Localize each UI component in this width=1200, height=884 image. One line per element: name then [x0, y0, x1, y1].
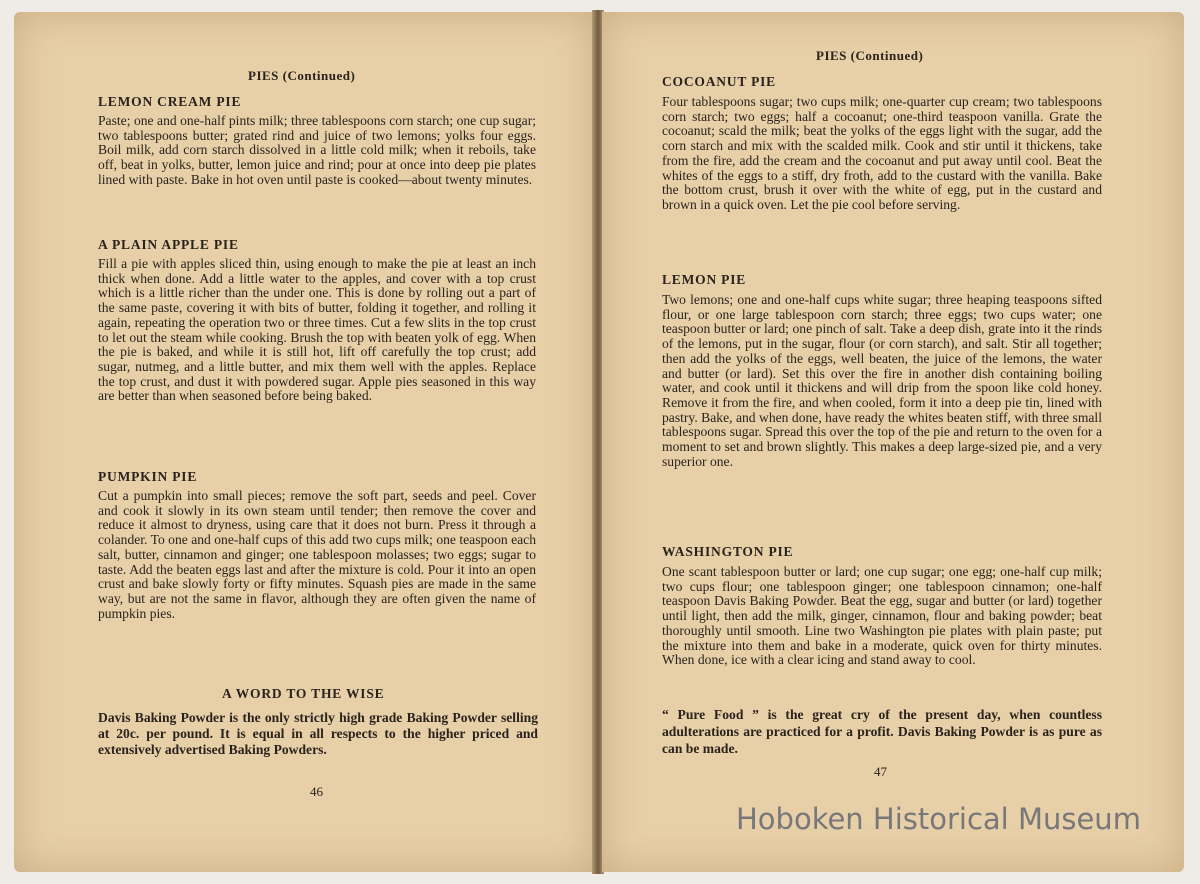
page-number-left: 46 [310, 784, 323, 799]
recipe-text-plain-apple-pie: Fill a pie with apples sliced thin, using enough to make the pie at least an inch thick when done. Add a little water to the apples, and cover with a top crust which is a little richer than the under one. This is done by rolling out a part of the same paste, covering it with bits of butter, folding it together, and rolling it again, repeating the operation two or three times. Cut a few slits in the top crust to let out the steam while cooking. Brush the top with beaten yolk of egg. When the pie is baked, and while it is still hot, lift off carefully the top crust; add sugar, nutmeg, and a little butter, and mix them well with the apples. Replace the top crust, and dust it with powdered sugar. Apple pies seasoned in this way are better than when seasoned before being baked. [98, 256, 536, 404]
notice-text-right: “ Pure Food ” is the great cry of the present day, when countless adulterations are practiced for a profit. Davis Baking Powder is as pure as can be made. [662, 707, 1102, 756]
notice-text-left: Davis Baking Powder is the only strictly high grade Baking Powder selling at 20c. per pound. It is equal in all respects to the higher priced and extensively advertised Baking Powders. [98, 710, 538, 757]
recipe-title-cocoanut-pie: COCOANUT PIE [662, 74, 776, 89]
left-page [14, 12, 594, 872]
recipe-title-lemon-pie: LEMON PIE [662, 272, 747, 287]
recipe-title-washington-pie: WASHINGTON PIE [662, 544, 794, 559]
recipe-text-washington-pie: One scant tablespoon butter or lard; one cup sugar; one egg; one-half cup milk; two cups flour; one tablespoon ginger; one tablespoon cinnamon; one-half teaspoon Davis Baking Powder. Beat the egg, sugar and butter (or lard) together until light, then add the milk, ginger, cinnamon, flour and baking powder; beat thoroughly until smooth. Line two Washington pie plates with plain paste; put the mixture into them and bake in a moderate, quick oven for thirty minutes. When done, ice with a clear icing and stand away to cool. [662, 564, 1102, 668]
right-running-head: PIES (Continued) [816, 48, 924, 63]
museum-watermark: Hoboken Historical Museum [736, 802, 1141, 836]
left-running-head: PIES (Continued) [248, 68, 356, 83]
recipe-text-lemon-pie: Two lemons; one and one-half cups white sugar; three heaping teaspoons sifted flour, or one large tablespoon corn starch; three eggs; two cups water; one teaspoon butter or lard; one pinch of salt. Take a deep dish, grate into it the rinds of the lemons, put in the sugar, flour (or corn starch), and salt. Stir all together; then add the yolks of the eggs, well beaten, the juice of the lemons, the water and butter (or lard). Set this over the fire in another dish containing boiling water, and cook until it thickens and will drip from the spoon like cold honey. Remove it from the fire, and when cooled, form it into a deep pie tin, lined with pastry. Bake, and when done, have ready the whites beaten stiff, with three small tablespoons sugar. Spread this over the top of the pie and return to the oven for a moment to set and brown slightly. This makes a deep large-sized pie, and a very superior one. [662, 292, 1102, 469]
recipe-text-lemon-cream-pie: Paste; one and one-half pints milk; three tablespoons corn starch; one cup sugar; two tablespoons butter; grated rind and juice of two lemons; yolks four eggs. Boil milk, add corn starch dissolved in a little cold milk; when it reboils, take off, beat in yolks, butter, lemon juice and rind; pour at once into deep pie plates lined with paste. Bake in hot oven until paste is cooked—about twenty minutes. [98, 113, 536, 187]
recipe-text-cocoanut-pie: Four tablespoons sugar; two cups milk; one-quarter cup cream; two tablespoons corn starch; two eggs; half a cocoanut; one-third teaspoon vanilla. Grate the cocoanut; scald the milk; beat the yolks of the eggs light with the sugar, add the corn starch and mix with the scalded milk. Cook and stir until it thickens, take from the fire, add the cream and the cocoanut and put away until cool. Beat the whites of the eggs to a stiff, dry froth, add to the custard with the vanilla. Bake the bottom crust, brush it over with the white of egg, put in the custard and brown in a quick oven. Let the pie cool before serving. [662, 94, 1102, 212]
right-page [602, 12, 1184, 872]
recipe-title-pumpkin-pie: PUMPKIN PIE [98, 469, 198, 484]
page-number-right: 47 [874, 764, 887, 779]
recipe-text-pumpkin-pie: Cut a pumpkin into small pieces; remove the soft part, seeds and peel. Cover and cook it slowly in its own steam until tender; then remove the cover and reduce it almost to dryness, using care that it does not burn. Press it through a colander. To one and one-half cups of this add two cups milk; one teaspoon each salt, butter, cinnamon and ginger; one tablespoon molasses; two eggs; sugar to taste. Add the beaten eggs last and after the mixture is cold. Pour it into an open crust and bake slowly forty or fifty minutes. Squash pies are made in the same way, but are not the same in flavor, although they are often given the name of pumpkin pies. [98, 488, 536, 621]
recipe-title-lemon-cream-pie: LEMON CREAM PIE [98, 94, 242, 109]
notice-title: A WORD TO THE WISE [222, 686, 385, 701]
recipe-title-plain-apple-pie: A PLAIN APPLE PIE [98, 237, 239, 252]
